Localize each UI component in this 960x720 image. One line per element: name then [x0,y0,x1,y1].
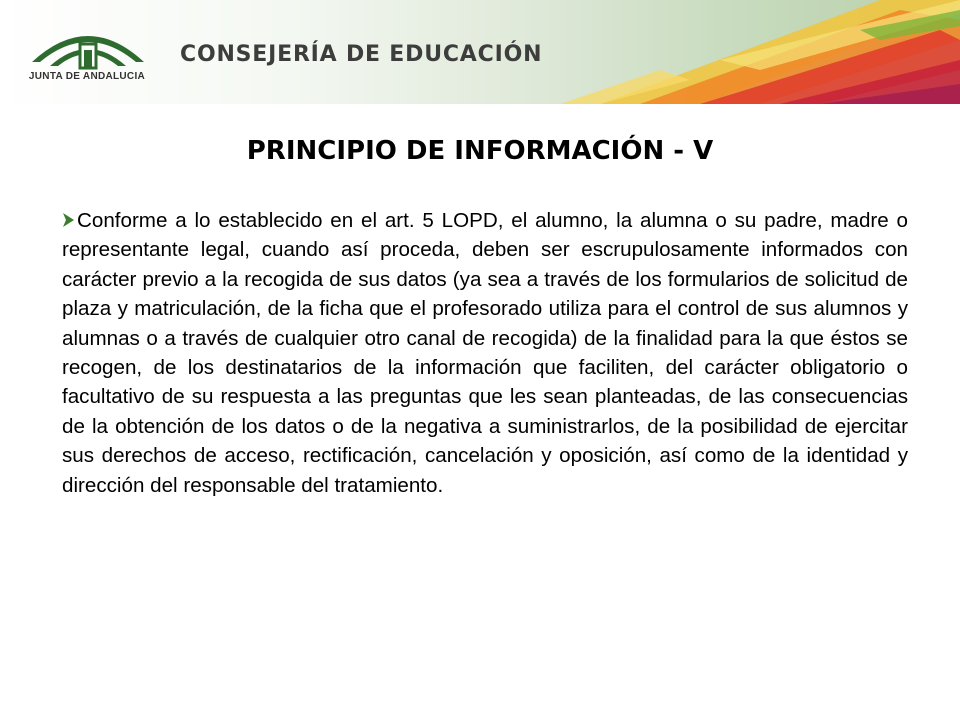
body-paragraph [62,206,908,500]
logo-caption: JUNTA DE ANDALUCIA [28,71,146,82]
arrow-bullet-icon [62,212,75,228]
header-banner [0,0,960,104]
slide-title: PRINCIPIO DE INFORMACIÓN - V [246,136,714,166]
banner-title: CONSEJERÍA DE EDUCACIÓN [180,42,543,67]
body-text: Conforme a lo establecido en el art. 5 LOPD, el alumno, la alumna o su padre, madre o representante legal, cuando así proceda, deben ser escrupulosamente informados con carácter previo a la recogida de sus datos (ya sea a través de los formularios de solicitud de plaza y matriculación, de la ficha que el profesorado utiliza para el control de sus alumnos y alumnas o a través de cualquier otro canal de recogida) de la finalidad para la que éstos se recogen, de los destinatarios de la información que faciliten, del carácter obligatorio o facultativo de su respuesta a las preguntas que les sean planteadas, de las consecuencias de la obtención de los datos o de la negativa a suministrarlos, de la posibilidad de ejercitar sus derechos de acceso, rectificación, cancelación y oposición, así como de la identidad y dirección del responsable del tratamiento. [62,209,908,497]
junta-logo-icon [18,14,158,94]
